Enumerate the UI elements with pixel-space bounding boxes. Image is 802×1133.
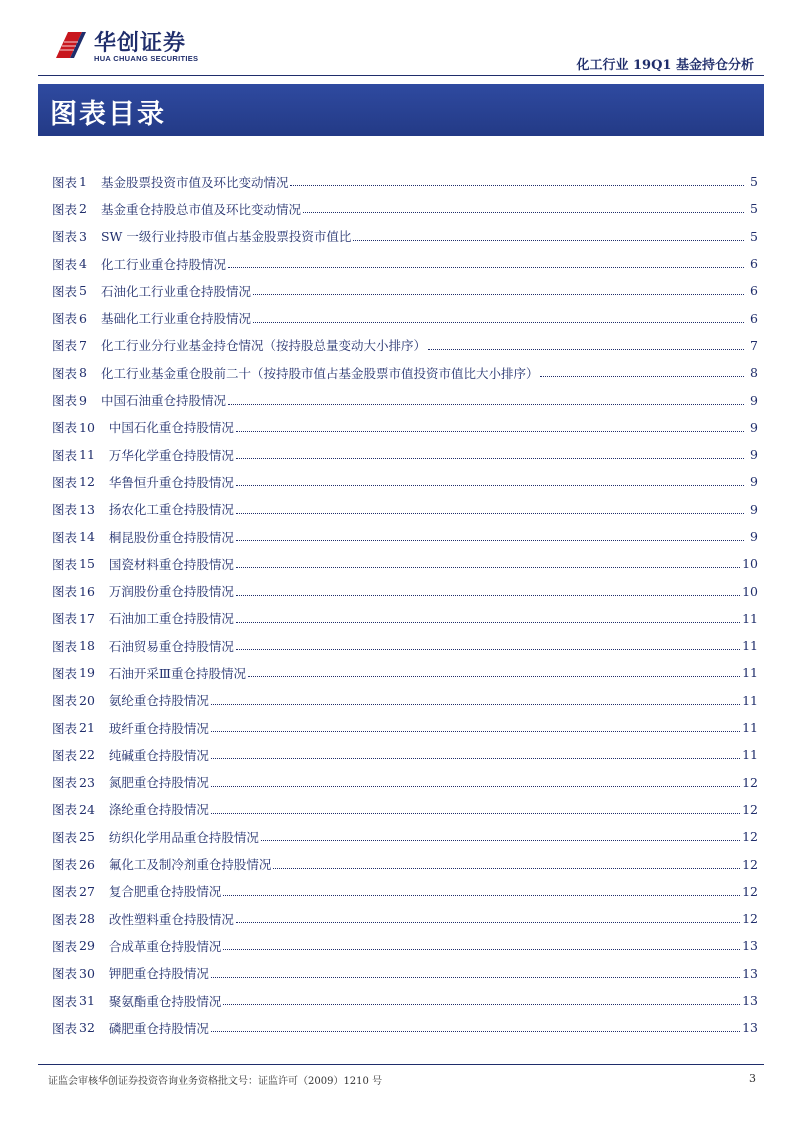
toc-dot-leader [236,513,744,514]
toc-dot-leader [236,649,740,650]
toc-entry-page: 9 [750,529,758,544]
toc-entry-number: 2 [79,201,87,217]
toc-entry-page: 9 [750,474,758,490]
toc-dot-leader [253,322,744,323]
toc-dot-leader [353,240,744,241]
toc-entry-number: 13 [79,501,95,517]
toc-entry-page: 9 [750,392,758,408]
toc-entry-link[interactable] [52,773,758,791]
toc-entry-link[interactable] [52,964,758,982]
toc-dot-leader [261,840,740,841]
toc-entry-number: 18 [79,638,95,654]
toc-entry-number: 16 [79,583,95,599]
toc-entry-link[interactable] [52,828,758,846]
toc-entry [52,960,758,987]
toc-entry [52,769,758,796]
toc-entry-title: 基金股票投资市值及环比变动情况 [100,174,289,190]
toc-entry-link[interactable] [52,282,758,300]
toc-entry-link[interactable] [52,1019,758,1037]
toc-entry-number: 29 [79,938,95,954]
toc-entry-page: 11 [742,610,758,626]
logo-name-cn: 华创证券 [94,31,187,56]
toc-entry [52,659,758,686]
toc-entry-page: 12 [742,801,758,817]
figure-list [52,168,758,1042]
toc-entry-label: 图表 [52,311,78,327]
toc-dot-leader [236,458,744,459]
toc-dot-leader [428,349,744,350]
toc-entry-title: 磷肥重仓持股情况 [108,1020,209,1036]
toc-entry-number: 10 [79,419,95,435]
toc-dot-leader [236,485,744,486]
toc-entry [52,195,758,222]
toc-entry-page: 12 [742,883,758,899]
toc-dot-leader [211,731,740,732]
report-title: 化工行业 19Q1 基金持仓分析 [576,58,754,73]
toc-entry [52,1014,758,1041]
toc-dot-leader [223,1004,740,1005]
toc-dot-leader [211,758,740,759]
toc-entry-number: 1 [79,174,87,190]
toc-entry-link[interactable] [52,200,758,218]
toc-entry-title: 化工行业基金重仓股前二十（按持股市值占基金股票市值投资市值比大小排序） [100,365,539,381]
toc-entry-page: 13 [742,993,758,1009]
toc-entry [52,304,758,331]
toc-entry-page: 9 [750,501,758,517]
toc-entry-page: 12 [742,911,758,927]
toc-entry [52,932,758,959]
toc-entry [52,550,758,577]
toc-entry-label: 图表 [52,638,78,654]
toc-entry-number: 6 [79,310,87,326]
toc-entry [52,168,758,195]
toc-entry-link[interactable] [52,746,758,764]
toc-entry [52,987,758,1014]
toc-dot-leader [223,895,740,896]
toc-entry-title: 化工行业分行业基金持仓情况（按持股总量变动大小排序） [100,338,426,354]
toc-entry-title: 石油开采Ⅲ重仓持股情况 [108,665,246,681]
toc-entry-label: 图表 [52,693,78,709]
toc-entry-title: 涤纶重仓持股情况 [108,802,209,818]
toc-entry-link[interactable] [52,336,758,354]
toc-entry-number: 30 [79,965,95,981]
toc-entry [52,632,758,659]
toc-entry-label: 图表 [52,529,78,545]
toc-entry-label: 图表 [52,420,78,436]
toc-dot-leader [236,922,740,923]
toc-dot-leader [290,185,744,186]
toc-entry [52,823,758,850]
toc-entry-number: 25 [79,829,95,845]
toc-entry-page: 9 [750,447,758,463]
toc-entry-label: 图表 [52,474,78,490]
toc-entry-link[interactable] [52,910,758,928]
toc-entry-label: 图表 [52,611,78,627]
toc-entry [52,687,758,714]
toc-dot-leader [236,567,740,568]
toc-dot-leader [273,868,740,869]
toc-entry-link[interactable] [52,664,758,682]
toc-dot-leader [211,813,740,814]
toc-entry-number: 32 [79,1020,95,1036]
toc-entry-link[interactable] [52,473,758,491]
header-divider [38,75,764,76]
section-banner [38,84,764,136]
toc-entry-title: 纯碱重仓持股情况 [108,747,209,763]
toc-entry-link[interactable] [52,855,758,873]
toc-entry-label: 图表 [52,256,78,272]
toc-entry-label: 图表 [52,665,78,681]
toc-dot-leader [228,404,744,405]
toc-entry-label: 图表 [52,365,78,381]
toc-entry-page: 10 [742,556,758,572]
toc-entry-title: 合成革重仓持股情况 [108,938,222,954]
toc-entry [52,741,758,768]
toc-dot-leader [540,376,744,377]
toc-entry-number: 5 [79,283,87,299]
toc-entry-title: 华鲁恒升重仓持股情况 [108,474,234,490]
toc-entry [52,332,758,359]
toc-entry-label: 图表 [52,720,78,736]
toc-entry-number: 26 [79,856,95,872]
toc-entry-link[interactable] [52,937,758,955]
toc-entry-link[interactable] [52,446,758,464]
toc-entry-label: 图表 [52,857,78,873]
toc-dot-leader [236,622,740,623]
toc-dot-leader [211,786,740,787]
toc-entry-number: 12 [79,474,95,490]
toc-entry-title: 万华化学重仓持股情况 [108,447,234,463]
toc-entry-link[interactable] [52,309,758,327]
toc-entry-link[interactable] [52,719,758,737]
toc-entry [52,577,758,604]
toc-entry-link[interactable] [52,364,758,382]
toc-entry-title: 中国石油重仓持股情况 [100,393,226,409]
toc-entry-title: 改性塑料重仓持股情况 [108,911,234,927]
footer-disclaimer: 证监会审核华创证券投资咨询业务资格批文号：证监许可（2009）1210 号 [48,1076,383,1087]
toc-dot-leader [253,294,744,295]
toc-entry-number: 11 [79,447,95,463]
toc-entry-link[interactable] [52,255,758,273]
toc-entry-link[interactable] [52,609,758,627]
toc-entry-link[interactable] [52,391,758,409]
toc-entry-title: 石油加工重仓持股情况 [108,611,234,627]
toc-entry-number: 28 [79,911,95,927]
toc-entry-page: 6 [750,310,758,326]
toc-entry-title: 石油化工行业重仓持股情况 [100,283,251,299]
toc-entry-page: 13 [742,938,758,954]
toc-entry-title: 扬农化工重仓持股情况 [108,502,234,518]
toc-entry [52,523,758,550]
toc-entry-number: 8 [79,365,87,381]
toc-entry [52,359,758,386]
toc-entry-number: 23 [79,774,95,790]
toc-entry [52,496,758,523]
toc-entry-label: 图表 [52,884,78,900]
toc-entry-page: 13 [742,965,758,981]
toc-entry-label: 图表 [52,502,78,518]
toc-entry-link[interactable] [52,691,758,709]
toc-entry-label: 图表 [52,229,78,245]
toc-entry-page: 5 [750,228,758,244]
toc-entry-page: 11 [742,665,758,681]
company-logo [52,24,212,70]
toc-entry [52,605,758,632]
toc-entry-link[interactable] [52,173,758,191]
toc-entry-page: 11 [742,638,758,654]
toc-entry-title: 基金重仓持股总市值及环比变动情况 [100,201,301,217]
toc-entry-number: 9 [79,392,87,408]
toc-entry-link[interactable] [52,500,758,518]
toc-entry-label: 图表 [52,966,78,982]
toc-entry-number: 3 [79,228,87,244]
toc-entry-label: 图表 [52,775,78,791]
toc-entry-label: 图表 [52,283,78,299]
toc-entry [52,223,758,250]
toc-entry-title: 化工行业重仓持股情况 [100,256,226,272]
toc-entry-link[interactable] [52,418,758,436]
logo-name-en: HUA CHUANG SECURITIES [94,54,199,63]
toc-entry-link[interactable] [52,637,758,655]
toc-entry-link[interactable] [52,582,758,600]
toc-entry-page: 10 [742,583,758,599]
toc-entry-page: 8 [750,365,758,381]
toc-entry [52,850,758,877]
toc-entry-number: 21 [79,720,95,736]
toc-dot-leader [236,540,744,541]
toc-entry [52,250,758,277]
toc-dot-leader [303,212,744,213]
toc-entry-number: 24 [79,801,95,817]
toc-entry [52,386,758,413]
toc-entry [52,905,758,932]
toc-entry [52,714,758,741]
toc-entry-number: 14 [79,529,95,544]
toc-entry-page: 12 [742,829,758,845]
toc-entry-label: 图表 [52,201,78,217]
toc-entry-title: SW 一级行业持股市值占基金股票投资市值比 [100,229,352,245]
toc-entry-title: 聚氨酯重仓持股情况 [108,993,222,1009]
toc-entry [52,414,758,441]
toc-entry-page: 11 [742,747,758,763]
toc-entry-label: 图表 [52,911,78,927]
toc-entry-title: 桐昆股份重仓持股情况 [108,529,234,545]
toc-entry-title: 国瓷材料重仓持股情况 [108,556,234,572]
toc-entry [52,441,758,468]
toc-entry-number: 7 [79,337,87,353]
toc-entry-title: 石油贸易重仓持股情况 [108,638,234,654]
toc-entry [52,878,758,905]
toc-entry-page: 5 [750,201,758,217]
toc-entry-number: 17 [79,610,95,626]
toc-entry [52,277,758,304]
toc-entry-page: 7 [750,337,758,353]
toc-entry-page: 12 [742,774,758,790]
toc-entry-page: 6 [750,256,758,272]
toc-dot-leader [236,595,740,596]
toc-entry-link[interactable] [52,800,758,818]
toc-entry-link[interactable] [52,882,758,900]
toc-entry-label: 图表 [52,174,78,190]
toc-entry-label: 图表 [52,447,78,463]
toc-entry-title: 复合肥重仓持股情况 [108,884,222,900]
toc-dot-leader [236,431,744,432]
toc-entry-title: 基础化工行业重仓持股情况 [100,311,251,327]
toc-entry [52,796,758,823]
toc-entry-label: 图表 [52,584,78,600]
toc-entry-page: 11 [742,692,758,708]
toc-dot-leader [248,676,740,677]
toc-entry-page: 6 [750,283,758,299]
toc-entry-label: 图表 [52,993,78,1009]
toc-entry-title: 万润股份重仓持股情况 [108,584,234,600]
toc-entry-title: 氟化工及制冷剂重仓持股情况 [108,857,272,873]
toc-entry-title: 钾肥重仓持股情况 [108,966,209,982]
toc-entry-label: 图表 [52,556,78,572]
page-number: 3 [749,1072,756,1085]
hua-chuang-logo-icon [52,28,88,64]
toc-entry-number: 4 [79,256,87,272]
toc-entry-title: 中国石化重仓持股情况 [108,420,234,436]
toc-entry-label: 图表 [52,393,78,409]
toc-entry-label: 图表 [52,802,78,818]
section-title: 图表目录 [50,99,166,130]
toc-entry-link[interactable] [52,992,758,1010]
toc-dot-leader [211,704,740,705]
toc-entry-number: 22 [79,747,95,763]
toc-entry-link[interactable] [52,227,758,245]
toc-entry-label: 图表 [52,938,78,954]
toc-entry-page: 13 [742,1020,758,1036]
toc-entry-number: 15 [79,556,95,572]
toc-entry-title: 纺织化学用品重仓持股情况 [108,829,259,845]
toc-entry-number: 19 [79,665,95,681]
toc-entry-page: 5 [750,174,758,190]
toc-entry-title: 玻纤重仓持股情况 [108,720,209,736]
toc-entry-number: 27 [79,883,95,899]
toc-entry-page: 12 [742,856,758,872]
toc-dot-leader [223,949,740,950]
toc-entry-label: 图表 [52,1020,78,1036]
toc-entry-number: 31 [79,993,95,1009]
toc-dot-leader [211,977,740,978]
toc-entry-title: 氨纶重仓持股情况 [108,693,209,709]
toc-entry-title: 氮肥重仓持股情况 [108,775,209,791]
toc-entry-label: 图表 [52,338,78,354]
toc-dot-leader [228,267,744,268]
toc-dot-leader [211,1031,740,1032]
toc-entry-page: 11 [742,720,758,736]
toc-entry [52,468,758,495]
footer-divider [38,1064,764,1065]
toc-entry-link[interactable] [52,528,758,546]
page-header [0,0,802,80]
toc-entry-label: 图表 [52,747,78,763]
toc-entry-link[interactable] [52,555,758,573]
toc-entry-number: 20 [79,692,95,708]
toc-entry-page: 9 [750,419,758,435]
toc-entry-label: 图表 [52,829,78,845]
